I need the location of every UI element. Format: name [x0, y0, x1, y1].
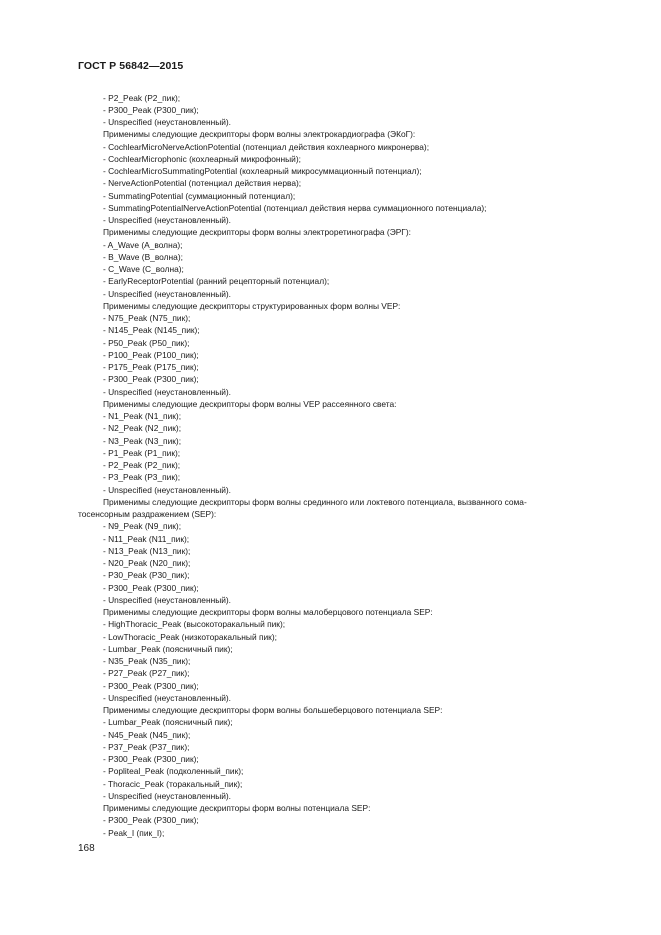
list-item: - P175_Peak (P175_пик);	[103, 362, 199, 372]
list-item: - N1_Peak (N1_пик);	[103, 411, 182, 421]
list-item: - P50_Peak (P50_пик);	[103, 337, 190, 348]
list-item: - N35_Peak (N35_пик);	[103, 656, 191, 666]
list-item: - P300_Peak (P300_пик);	[103, 582, 199, 593]
list-item: - Popliteal_Peak (подколенный_пик);	[103, 766, 244, 777]
list-item: - CochlearMicrophonic (кохлеарный микрофонный);	[103, 153, 301, 164]
list-item: - N2_Peak (N2_пик);	[103, 423, 182, 434]
list-item: - A_Wave (A_волна);	[103, 239, 183, 250]
list-item: - Lumbar_Peak (поясничный пик);	[103, 717, 233, 728]
list-item: - P2_Peak (P2_пик);	[103, 92, 181, 103]
list-item: - Peak_I (пик_I);	[103, 827, 165, 838]
list-item: - Unspecified (неустановленный).	[103, 594, 232, 605]
list-item: - EarlyReceptorPotential (ранний рецепторный потенциал);	[103, 276, 330, 287]
list-item: - P300_Peak (P300_пик);	[103, 754, 199, 764]
paragraph-line: Применимы следующие дескрипторы форм волны срединного или локтевого потенциала, вызванного сома-	[103, 496, 527, 507]
list-item: - C_Wave (C_волна);	[103, 264, 184, 274]
paragraph-line: Применимы следующие дескрипторы форм волны электрокардиографа (ЭКоГ):	[103, 129, 416, 140]
list-item: - SummatingPotential (суммационный потенциал);	[103, 190, 296, 201]
list-item: - N3_Peak (N3_пик);	[103, 435, 182, 446]
list-item: - Unspecified (неустановленный).	[103, 692, 232, 703]
list-item: - HighThoracic_Peak (высокоторакальный пик);	[103, 619, 286, 630]
paragraph-line: Применимы следующие дескрипторы форм волны электроретинографа (ЭРГ):	[103, 227, 411, 238]
list-item: - P300_Peak (P300_пик);	[103, 680, 199, 691]
list-item: - P27_Peak (P27_пик);	[103, 668, 190, 679]
list-item: - Lumbar_Peak (поясничный пик);	[103, 643, 233, 654]
list-item: - P1_Peak (P1_пик);	[103, 447, 181, 458]
list-item: - Unspecified (неустановленный).	[103, 117, 232, 127]
list-item: - N75_Peak (N75_пик);	[103, 313, 191, 323]
list-item: - Unspecified (неустановленный).	[103, 215, 232, 225]
list-item: - N45_Peak (N45_пик);	[103, 729, 191, 740]
list-item: - P300_Peak (P300_пик);	[103, 104, 199, 115]
list-item: - N145_Peak (N145_пик);	[103, 325, 200, 336]
list-item: - N20_Peak (N20_пик);	[103, 558, 191, 568]
paragraph-line: Применимы следующие дескрипторы структурированных форм волны VEP:	[103, 300, 401, 311]
list-item: - LowThoracic_Peak (низкоторакальный пик);	[103, 631, 277, 642]
list-item: - Unspecified (неустановленный).	[103, 386, 232, 397]
paragraph-line: Применимы следующие дескрипторы форм волны малоберцового потенциала SEP:	[103, 607, 433, 617]
paragraph-line: тосенсорным раздражением (SEP):	[78, 509, 217, 519]
paragraph-line: Применимы следующие дескрипторы форм волны потенциала SEP:	[103, 803, 371, 813]
document-body	[78, 92, 618, 839]
list-item: - N11_Peak (N11_пик);	[103, 533, 190, 544]
list-item: - P37_Peak (P37_пик);	[103, 741, 190, 752]
paragraph-line: Применимы следующие дескрипторы форм волны большеберцового потенциала SEP:	[103, 705, 443, 715]
list-item: - Unspecified (неустановленный).	[103, 288, 232, 299]
list-item: - Unspecified (неустановленный).	[103, 790, 232, 801]
list-item: - P300_Peak (P300_пик);	[103, 815, 199, 826]
list-item: - P300_Peak (P300_пик);	[103, 374, 199, 385]
list-item: - SummatingPotentialNerveActionPotential (потенциал действия нерва суммационного потенциала);	[103, 202, 487, 213]
document-header: ГОСТ Р 56842—2015	[78, 60, 184, 72]
list-item: - P3_Peak (P3_пик);	[103, 472, 181, 483]
list-item: - B_Wave (B_волна);	[103, 251, 183, 262]
list-item: - P100_Peak (P100_пик);	[103, 349, 199, 360]
list-item: - N13_Peak (N13_пик);	[103, 545, 191, 556]
paragraph-line: Применимы следующие дескрипторы форм волны VEP рассеянного света:	[103, 398, 397, 409]
list-item: - CochlearMicroNerveActionPotential (потенциал действия кохлеарного микронерва);	[103, 141, 430, 152]
list-item: - N9_Peak (N9_пик);	[103, 521, 182, 532]
list-item: - P2_Peak (P2_пик);	[103, 460, 181, 470]
list-item: - Thoracic_Peak (торакальный_пик);	[103, 778, 243, 789]
list-item: - Unspecified (неустановленный).	[103, 484, 232, 495]
list-item: - NerveActionPotential (потенциал действия нерва);	[103, 178, 302, 189]
page-number: 168	[78, 843, 95, 854]
list-item: - CochlearMicroSummatingPotential (кохлеарный микросуммационный потенциал);	[103, 166, 422, 176]
list-item: - P30_Peak (P30_пик);	[103, 570, 190, 581]
